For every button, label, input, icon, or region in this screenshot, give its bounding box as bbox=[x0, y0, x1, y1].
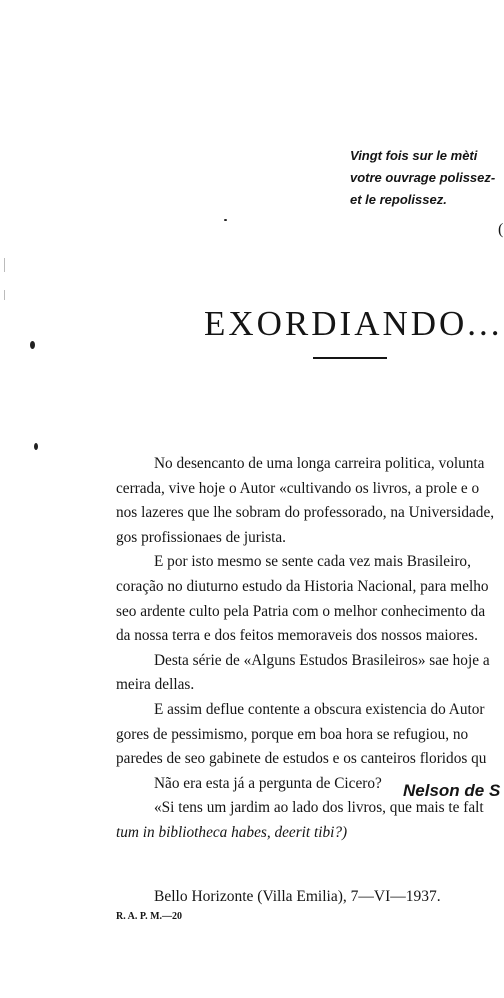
text-line: Não era esta já a pergunta de Cicero? bbox=[154, 774, 382, 792]
text-line: coração no diuturno estudo da Historia Nacional, para melho bbox=[116, 577, 489, 595]
text-line: No desencanto de uma longa carreira politica, volunta bbox=[154, 455, 485, 472]
text-line: tum in bibliotheca habes, deerit tibi?) bbox=[116, 823, 348, 841]
text-line: cerrada, vive hoje o Autor «cultivando os livros, a prole e o bbox=[116, 479, 480, 497]
text-line: gores de pessimismo, porque em boa hora se refugiou, no bbox=[116, 725, 469, 743]
paragraph bbox=[116, 550, 504, 648]
title-rule bbox=[313, 357, 387, 359]
epigraph-line: et le repolissez. bbox=[350, 192, 447, 207]
text-line: E assim deflue contente a obscura existencia do Autor bbox=[154, 700, 485, 718]
printer-imprint: R. A. P. M.—20 bbox=[116, 911, 183, 922]
text-line: E por isto mesmo se sente cada vez mais Brasileiro, bbox=[154, 553, 471, 571]
page-edge-mark bbox=[4, 290, 5, 300]
dateline: Bello Horizonte (Villa Emilia), 7—VI—1937. bbox=[154, 888, 441, 905]
paragraph bbox=[116, 649, 504, 698]
epigraph bbox=[350, 145, 495, 211]
paragraph bbox=[116, 698, 504, 772]
epigraph-line: votre ouvrage polissez- bbox=[350, 170, 496, 185]
epigraph-line: Vingt fois sur le mèti bbox=[350, 148, 478, 163]
page-edge-mark bbox=[4, 258, 5, 272]
text-line: da nossa terra e dos feitos memoraveis dos nossos maiores. bbox=[116, 627, 478, 645]
paragraph bbox=[116, 452, 504, 550]
paragraph bbox=[116, 796, 504, 845]
ink-speck bbox=[30, 341, 35, 349]
text-line: «Si tens um jardim ao lado dos livros, que mais te falt bbox=[154, 799, 484, 817]
text-line: paredes de seo gabinete de estudos e os canteiros floridos qu bbox=[116, 750, 487, 768]
ink-speck bbox=[224, 219, 227, 221]
author-signature: Nelson de S bbox=[403, 781, 501, 800]
text-line: Desta série de «Alguns Estudos Brasileiros» sae hoje a bbox=[154, 651, 490, 669]
chapter-title: EXORDIANDO... bbox=[204, 304, 503, 343]
text-line: seo ardente culto pela Patria com o melhor conhecimento da bbox=[116, 602, 486, 620]
text-line: gos profissionaes de jurista. bbox=[116, 528, 286, 546]
text-line: nos lazeres que lhe sobram do professorado, na Universidade, bbox=[116, 504, 495, 522]
ink-speck bbox=[34, 443, 38, 450]
epigraph-attribution: ( bbox=[498, 221, 504, 238]
text-line: meira dellas. bbox=[116, 676, 195, 694]
